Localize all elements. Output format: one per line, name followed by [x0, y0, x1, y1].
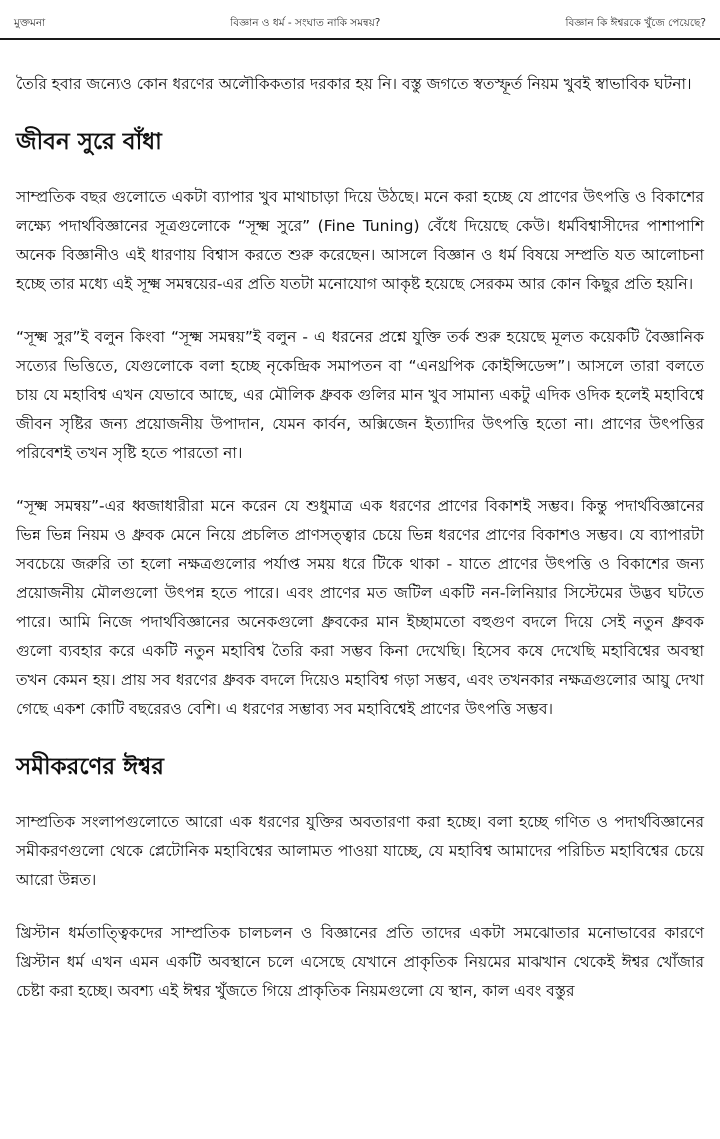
header-site-name: মুক্তমনা: [14, 16, 46, 29]
header-divider: [0, 38, 720, 40]
intro-paragraph: তৈরি হবার জন্যেও কোন ধরণের অলৌকিকতার দরকার হয় নি। বস্তু জগতে স্বতস্ফূর্ত নিয়ম খুবই স্বাভাবিক ঘটনা।: [16, 75, 692, 93]
header-chapter-title: বিজ্ঞান কি ঈশ্বরকে খুঁজে পেয়েছে?: [565, 16, 706, 29]
equations-paragraph-1: সাম্প্রতিক সংলাপগুলোতে আরো এক ধরণের যুক্তির অবতারণা করা হচ্ছে। বলা হচ্ছে গণিত ও পদার্থবিজ্ঞানের সমীকরণগুলো থেকে প্লেটোনিক মহাবিশ্বের আলামত পাওয়া যাচ্ছে, যে মহাবিশ্ব আমাদের পরিচিত মহাবিশ্বের চেয়ে আরো উন্নত।: [16, 813, 704, 889]
fine-tuning-paragraph-1: সাম্প্রতিক বছর গুলোতে একটা ব্যাপার খুব মাথাচাড়া দিয়ে উঠছে। মনে করা হচ্ছে যে প্রাণের উৎপত্তি ও বিকাশের লক্ষ্যে পদার্থবিজ্ঞানের সূত্রগুলোকে “সূক্ষ্ম সুরে” (Fine Tuning) বেঁধে দিয়েছে কেউ। ধর্মবিশ্বাসীদের পাশাপাশি অনেক বিজ্ঞানীও এই ধারণায় বিশ্বাস করতে শুরু করেছেন। আসলে বিজ্ঞান ও ধর্ম বিষয়ে সম্প্রতি যত আলোচনা হচ্ছে তার মধ্যে এই সূক্ষ্ম সমন্বয়ের-এর প্রতি যতটা মনোযোগ আকৃষ্ট হয়েছে সেরকম আর কোন কিছুর প্রতি হয়নি।: [16, 188, 704, 293]
section-heading-fine-tuning: জীবন সুরে বাঁধা: [16, 129, 162, 155]
header-book-title: বিজ্ঞান ও ধর্ম - সংঘাত নাকি সমন্বয়?: [230, 16, 381, 29]
equations-paragraph-2: খ্রিস্টান ধর্মতাত্ত্বিকদের সাম্প্রতিক চালচলন ও বিজ্ঞানের প্রতি তাদের একটা সমঝোতার মনোভাবের কারণে খ্রিস্টান ধর্ম এখন এমন একটি অবস্থানে চলে এসেছে যেখানে প্রাকৃতিক নিয়মের মাঝখান থেকেই ঈশ্বর খোঁজার চেষ্টা করা হচ্ছে। অবশ্য এই ঈশ্বর খুঁজতে গিয়ে প্রাকৃতিক নিয়মগুলো যে স্থান, কাল এবং বস্তুর: [16, 924, 704, 1000]
fine-tuning-paragraph-2: “সূক্ষ্ম সুর”ই বলুন কিংবা “সূক্ষ্ম সমন্বয়”ই বলুন - এ ধরনের প্রশ্নে যুক্তি তর্ক শুরু হয়েছে মূলত কয়েকটি বৈজ্ঞানিক সত্যের ভিত্তিতে, যেগুলোকে বলা হচ্ছে নৃকেন্দ্রিক সমাপতন বা “এনথ্রপিক কোইন্সিডেন্স”। আসলে তারা বলতে চায় যে মহাবিশ্ব এখন যেভাবে আছে, এর মৌলিক ধ্রুবক গুলির মান খুব সামান্য একটু এদিক ওদিক হলেই মহাবিশ্বে জীবন সৃষ্টির জন্য প্রয়োজনীয় উপাদান, যেমন কার্বন, অক্সিজেন ইত্যাদির উৎপত্তি হতো না। প্রাণের উৎপত্তির পরিবেশই তখন সৃষ্টি হতে পারতো না।: [16, 328, 704, 462]
page-content: [16, 70, 704, 1030]
section-heading-god-of-equations: সমীকরণের ঈশ্বর: [16, 754, 164, 780]
fine-tuning-paragraph-3: “সূক্ষ্ম সমন্বয়”-এর ধ্বজাধারীরা মনে করেন যে শুধুমাত্র এক ধরণের প্রাণের বিকাশই সম্ভব। কিন্তু পদার্থবিজ্ঞানের ভিন্ন ভিন্ন নিয়ম ও ধ্রুবক মেনে নিয়ে প্রচলিত প্রাণসত্ত্বার চেয়ে ভিন্ন ধরণের প্রাণের বিকাশও সম্ভব। যে ব্যাপারটা সবচেয়ে জরুরি তা হলো নক্ষত্রগুলোর পর্যাপ্ত সময় ধরে টিকে থাকা - যাতে প্রাণের উৎপত্তি ও বিকাশের জন্য প্রয়োজনীয় মৌলগুলো উৎপন্ন হতে পারে। এবং প্রাণের মত জটিল একটি নন-লিনিয়ার সিস্টেমের উদ্ভব ঘটতে পারে। আমি নিজে পদার্থবিজ্ঞানের অনেকগুলো ধ্রুবকের মান ইচ্ছামতো বহুগুণ বদলে দিয়ে সেই নতুন ধ্রুবক গুলো ব্যবহার করে একটি নতুন মহাবিশ্ব তৈরি করা সম্ভব কিনা দেখেছি। হিসেব কষে দেখেছি মহাবিশ্বের অবস্থা তখন কেমন হয়। প্রায় সব ধরণের ধ্রুবক বদলে দিয়েও মহাবিশ্ব গড়া সম্ভব, এবং তখনকার নক্ষত্রগুলোর আয়ু দেখা গেছে একশ কোটি বছরেরও বেশি। এ ধরণের সম্ভাব্য সব মহাবিশ্বেই প্রাণের উৎপত্তি সম্ভব।: [16, 497, 704, 718]
page-header: [14, 14, 706, 34]
